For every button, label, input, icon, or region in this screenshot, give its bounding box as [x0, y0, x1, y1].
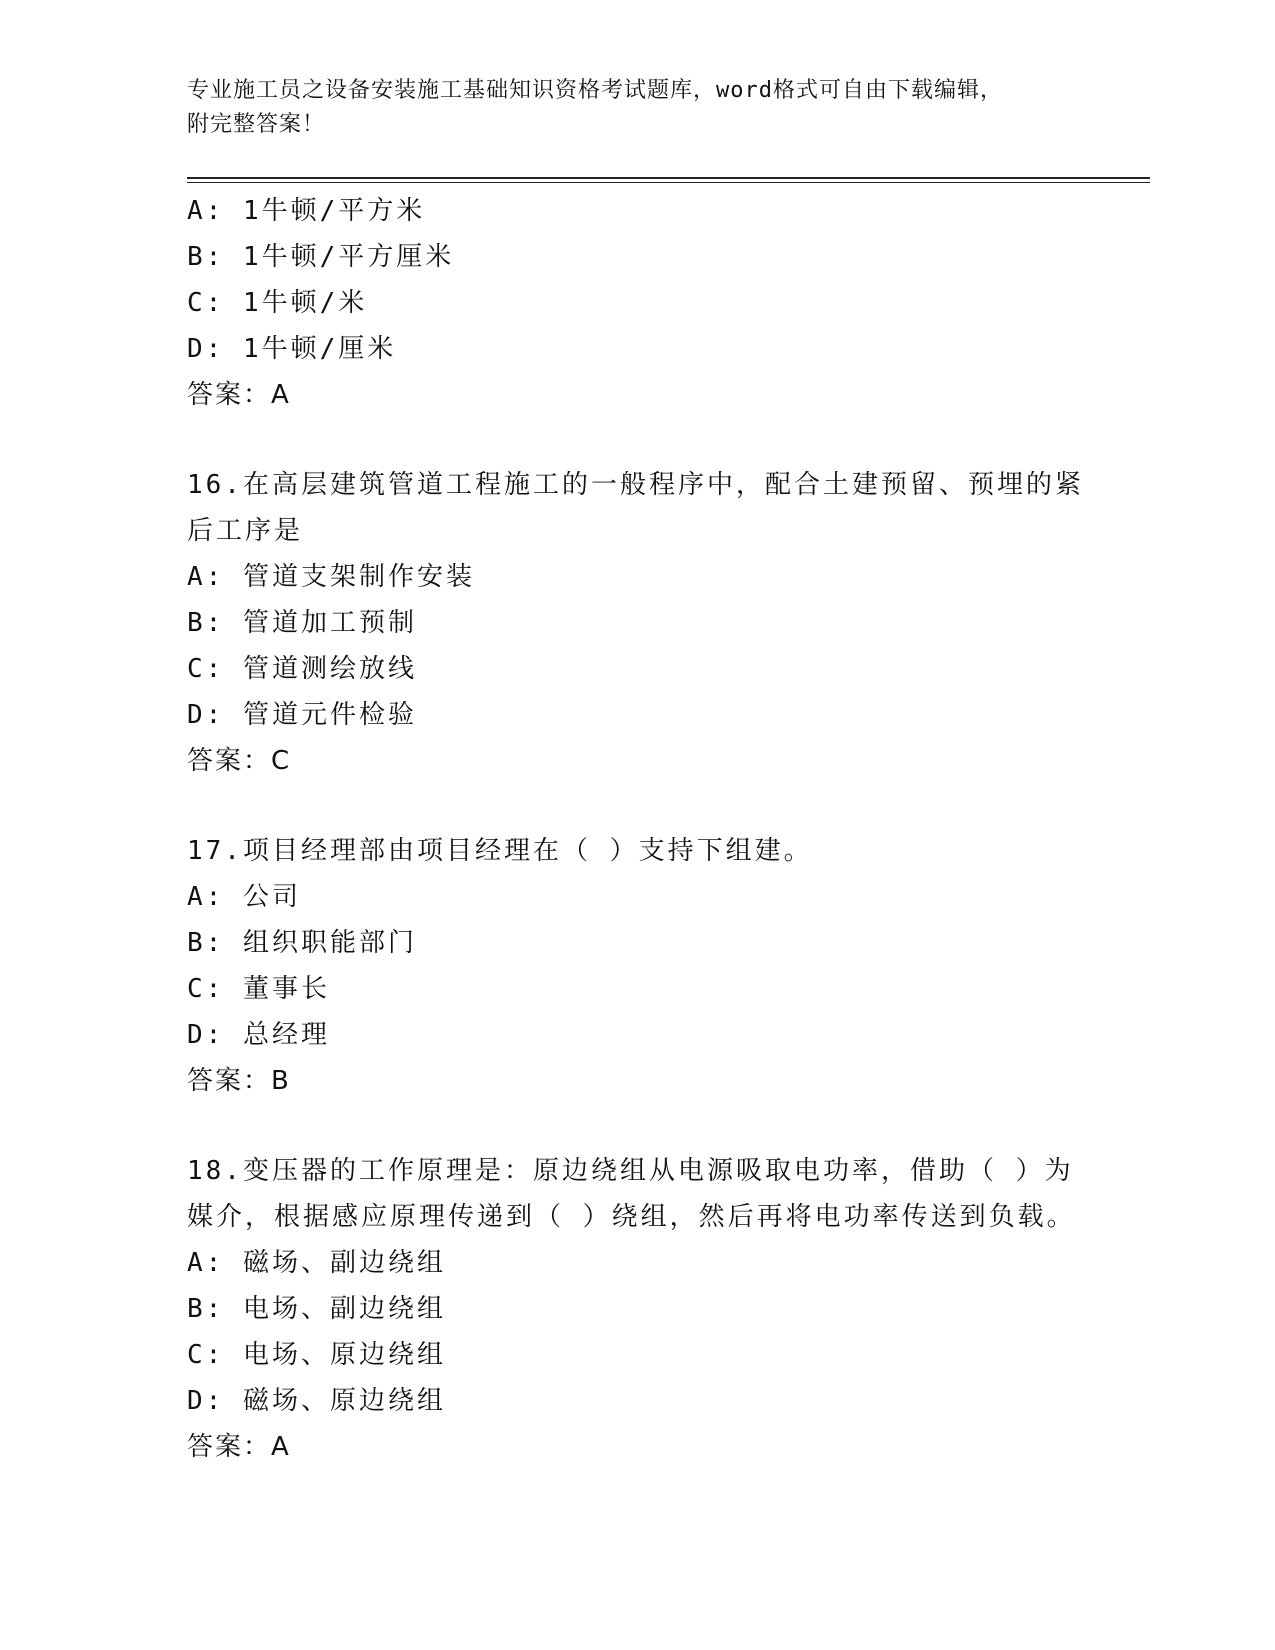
option-d: D: 1牛顿/厘米	[187, 334, 397, 364]
document-header	[187, 74, 1067, 142]
option-d: D: 管道元件检验	[187, 700, 417, 730]
answer-line: 答案：A	[187, 380, 291, 410]
option-b: B: 组织职能部门	[187, 928, 417, 958]
option-a: A: 公司	[187, 882, 301, 912]
question-stem-line-2: 后工序是	[187, 516, 304, 546]
question-17	[187, 828, 1087, 1104]
option-a: A: 磁场、副边绕组	[187, 1248, 446, 1278]
option-d: D: 总经理	[187, 1020, 330, 1050]
header-divider-thick	[187, 177, 1150, 179]
question-list	[187, 188, 1087, 1470]
answer-line: 答案：B	[187, 1066, 291, 1096]
header-divider-thin	[187, 182, 1150, 183]
option-c: C: 1牛顿/米	[187, 288, 368, 318]
option-d: D: 磁场、原边绕组	[187, 1386, 446, 1416]
option-b: B: 管道加工预制	[187, 608, 417, 638]
option-a: A: 管道支架制作安装	[187, 562, 475, 592]
option-c: C: 董事长	[187, 974, 330, 1004]
answer-line: 答案：C	[187, 746, 292, 776]
question-stem-line-1: 16.在高层建筑管道工程施工的一般程序中，配合土建预留、预埋的紧	[187, 470, 1084, 500]
carry-over-question	[187, 188, 1087, 418]
question-stem-line-2: 媒介，根据感应原理传递到（ ）绕组，然后再将电功率传送到负载。	[187, 1202, 1076, 1232]
option-a: A: 1牛顿/平方米	[187, 196, 426, 226]
answer-line: 答案：A	[187, 1432, 291, 1462]
question-16	[187, 462, 1087, 784]
option-b: B: 电场、副边绕组	[187, 1294, 446, 1324]
question-stem-line-1: 18.变压器的工作原理是：原边绕组从电源吸取电功率，借助（ ）为	[187, 1156, 1074, 1186]
option-c: C: 电场、原边绕组	[187, 1340, 446, 1370]
header-line-1: 专业施工员之设备安装施工基础知识资格考试题库，word格式可自由下载编辑，	[187, 78, 1003, 103]
option-c: C: 管道测绘放线	[187, 654, 417, 684]
option-b: B: 1牛顿/平方厘米	[187, 242, 455, 272]
header-line-2: 附完整答案！	[187, 112, 326, 137]
question-stem-line-1: 17.项目经理部由项目经理在（ ）支持下组建。	[187, 836, 813, 866]
question-18	[187, 1148, 1087, 1470]
